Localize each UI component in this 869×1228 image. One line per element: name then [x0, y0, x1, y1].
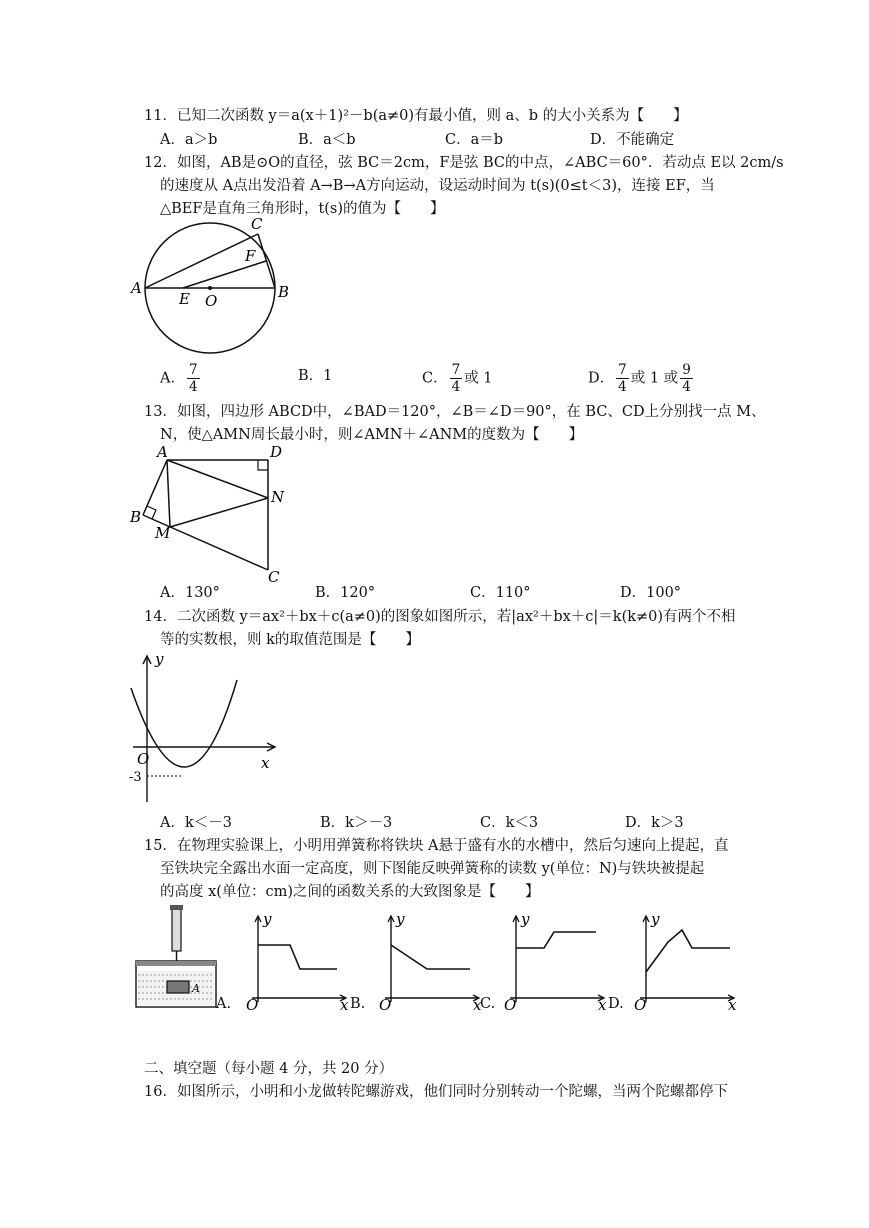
q14-option-d: D．k＞3	[625, 815, 684, 831]
q12-label-c: C	[251, 215, 263, 233]
q15-graph-d-origin: O	[634, 996, 647, 1014]
q11-option-d: D．不能确定	[590, 132, 675, 148]
q15-graph-b-ylabel: y	[396, 910, 405, 928]
q15-graph-d-ylabel: y	[651, 910, 660, 928]
q15-option-d: D.	[608, 996, 624, 1012]
q13-label-m: M	[155, 524, 171, 542]
q15-water-tank-figure	[132, 905, 222, 1011]
q13-option-c: C．110°	[470, 585, 531, 601]
q12-label-f: F	[245, 247, 256, 265]
q12-stem-line3: △BEF是直角三角形时，t(s)的值为【 】	[160, 201, 445, 217]
q16-stem: 16．如图所示，小明和小龙做转陀螺游戏，他们同时分别转动一个陀螺，当两个陀螺都停下	[144, 1084, 728, 1100]
q13-label-n: N	[271, 488, 285, 506]
q14-stem-line2: 等的实数根，则 k的取值范围是【 】	[160, 632, 420, 648]
q15-stem-line2: 至铁块完全露出水面一定高度，则下图能反映弹簧称的读数 y(单位：N)与铁块被提起	[160, 861, 705, 877]
q15-graph-d-xlabel: x	[728, 996, 737, 1014]
q15-graph-a-ylabel: y	[263, 910, 272, 928]
q13-label-a: A	[157, 443, 168, 461]
q15-graph-c	[500, 910, 610, 1014]
q13-stem-line1: 13．如图，四边形 ABCD中，∠BAD＝120°，∠B＝∠D＝90°，在 BC、CD上分别找一点 M、	[144, 404, 766, 420]
q14-option-c: C．k＜3	[480, 815, 539, 831]
q12-option-a: A． $\frac{7}{4}$	[160, 362, 198, 395]
q12-label-o: O	[205, 292, 218, 310]
q15-graph-c-origin: O	[504, 996, 517, 1014]
q13-label-b: B	[130, 508, 142, 526]
q15-graph-b	[375, 910, 485, 1014]
q12-option-b: B．1	[298, 368, 333, 384]
q11-option-a: A．a＞b	[160, 132, 218, 148]
q14-label-y: y	[155, 650, 164, 668]
q12-label-a: A	[131, 279, 142, 297]
q12-label-b: B	[278, 283, 290, 301]
q14-label-o: O	[137, 750, 150, 768]
q12-option-c: C． $\frac{7}{4}$ 或 1	[422, 362, 493, 395]
q12-label-e: E	[179, 290, 190, 308]
q13-option-d: D．100°	[620, 585, 682, 601]
q13-option-b: B．120°	[315, 585, 376, 601]
q12-stem-line2: 的速度从 A点出发沿着 A→B→A方向运动，设运动时间为 t(s)(0≤t＜3)，连接 EF，当	[160, 178, 715, 194]
q15-graph-c-xlabel: x	[598, 996, 607, 1014]
q15-stem-line1: 15．在物理实验课上，小明用弹簧称将铁块 A悬于盛有水的水槽中，然后匀速向上提起，直	[144, 838, 729, 854]
q15-option-c: C.	[480, 996, 496, 1012]
q13-label-d: D	[270, 443, 283, 461]
q13-stem-line2: N，使△AMN周长最小时，则∠AMN＋∠ANM的度数为【 】	[160, 427, 584, 443]
q13-quadrilateral-figure	[125, 440, 295, 585]
q12-circle-figure	[125, 212, 305, 362]
q14-option-a: A．k＜－3	[160, 815, 232, 831]
q15-iron-label: A	[192, 982, 200, 995]
q13-option-a: A．130°	[160, 585, 220, 601]
q15-graph-c-ylabel: y	[521, 910, 530, 928]
q15-graph-b-xlabel: x	[473, 996, 482, 1014]
q11-stem: 11．已知二次函数 y＝a(x＋1)²－b(a≠0)有最小值，则 a、b 的大小关系为【 】	[144, 108, 688, 124]
q11-option-b: B．a＜b	[298, 132, 356, 148]
q15-graph-a-origin: O	[246, 996, 259, 1014]
q14-stem-line1: 14．二次函数 y＝ax²＋bx＋c(a≠0)的图象如图所示，若|ax²＋bx＋c|＝k(k≠0)有两个不相	[144, 609, 736, 625]
q11-option-c: C．a＝b	[445, 132, 504, 148]
q12-stem-line1: 12．如图，AB是⊙O的直径，弦 BC＝2cm，F是弦 BC的中点，∠ABC＝60°．若动点 E以 2cm/s	[144, 155, 784, 171]
q15-graph-a	[242, 910, 352, 1014]
q12-option-d: D． $\frac{7}{4}$ 或 1 或 $\frac{9}{4}$	[588, 362, 691, 395]
q15-graph-b-origin: O	[379, 996, 392, 1014]
q15-graph-d	[630, 910, 740, 1014]
section-2-heading: 二、填空题（每小题 4 分，共 20 分）	[144, 1061, 394, 1077]
q14-label-neg3: -3	[129, 770, 142, 785]
q14-parabola-figure	[125, 650, 285, 810]
q15-option-b: B.	[350, 996, 366, 1012]
q13-label-c: C	[268, 568, 280, 586]
q15-stem-line3: 的高度 x(单位：cm)之间的函数关系的大致图象是【 】	[160, 884, 540, 900]
q15-option-a: A.	[216, 996, 232, 1012]
q14-option-b: B．k＞－3	[320, 815, 393, 831]
q14-label-x: x	[261, 754, 270, 772]
q15-graph-a-xlabel: x	[340, 996, 349, 1014]
